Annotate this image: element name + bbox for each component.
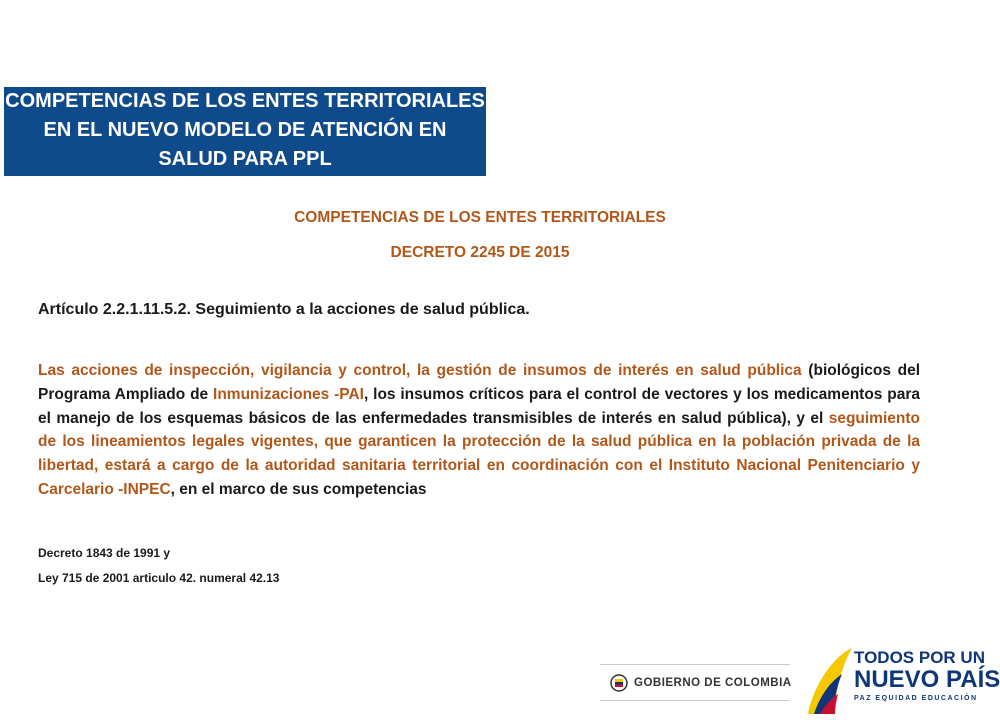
gobierno-logo xyxy=(610,672,792,694)
decree-heading: DECRETO 2245 DE 2015 xyxy=(390,244,570,261)
slide-title-box xyxy=(4,87,486,176)
slogan-block xyxy=(854,648,1000,704)
footer-divider xyxy=(600,664,790,665)
reference-decree: Decreto 1843 de 1991 y xyxy=(38,546,171,560)
reference-law: Ley 715 de 2001 articulo 42. numeral 42.13 xyxy=(38,571,280,585)
body-text: (biológicos del Programa Ampliado de xyxy=(38,362,921,403)
body-text: , en el marco de sus competencias xyxy=(170,480,427,498)
gobierno-label: GOBIERNO DE COLOMBIA xyxy=(634,677,792,689)
highlight-text: Inmunizaciones -PAI xyxy=(213,385,364,403)
slide-title-line: COMPETENCIAS DE LOS ENTES TERRITORIALES xyxy=(5,90,485,112)
colombia-seal-icon xyxy=(610,674,628,692)
article-title: Artículo 2.2.1.11.5.2. Seguimiento a la acciones de salud pública. xyxy=(38,301,530,318)
highlight-text: Las acciones de inspección, vigilancia y control, la gestión de insumos de interés en salud pública xyxy=(38,362,802,379)
slogan-line2: NUEVO PAÍS xyxy=(854,666,1000,693)
highlight-text: seguimiento de los lineamientos legales vigentes, que garanticen la protección de la salud pública en la población privada de la libertad, estará a cargo de la autoridad sanitaria territorial en coordinación con el Instituto Nacional Penitenciario y Carcelario -INPEC xyxy=(38,409,920,498)
body-text: , los insumos críticos para el control de vectores y los medicamentos para el manejo de los esquemas básicos de las enfermedades transmisibles de interés en salud pública), y el xyxy=(38,385,920,427)
article-body xyxy=(38,359,920,502)
slide-title-line: SALUD PARA PPL xyxy=(158,148,332,170)
slogan-line3: PAZ EQUIDAD EDUCACIÓN xyxy=(854,695,978,702)
footer-divider xyxy=(600,700,790,701)
slide-title-line: EN EL NUEVO MODELO DE ATENCIÓN EN xyxy=(43,119,447,141)
section-heading: COMPETENCIAS DE LOS ENTES TERRITORIALES xyxy=(294,209,666,226)
slogan-line1: TODOS POR UN xyxy=(854,648,985,667)
